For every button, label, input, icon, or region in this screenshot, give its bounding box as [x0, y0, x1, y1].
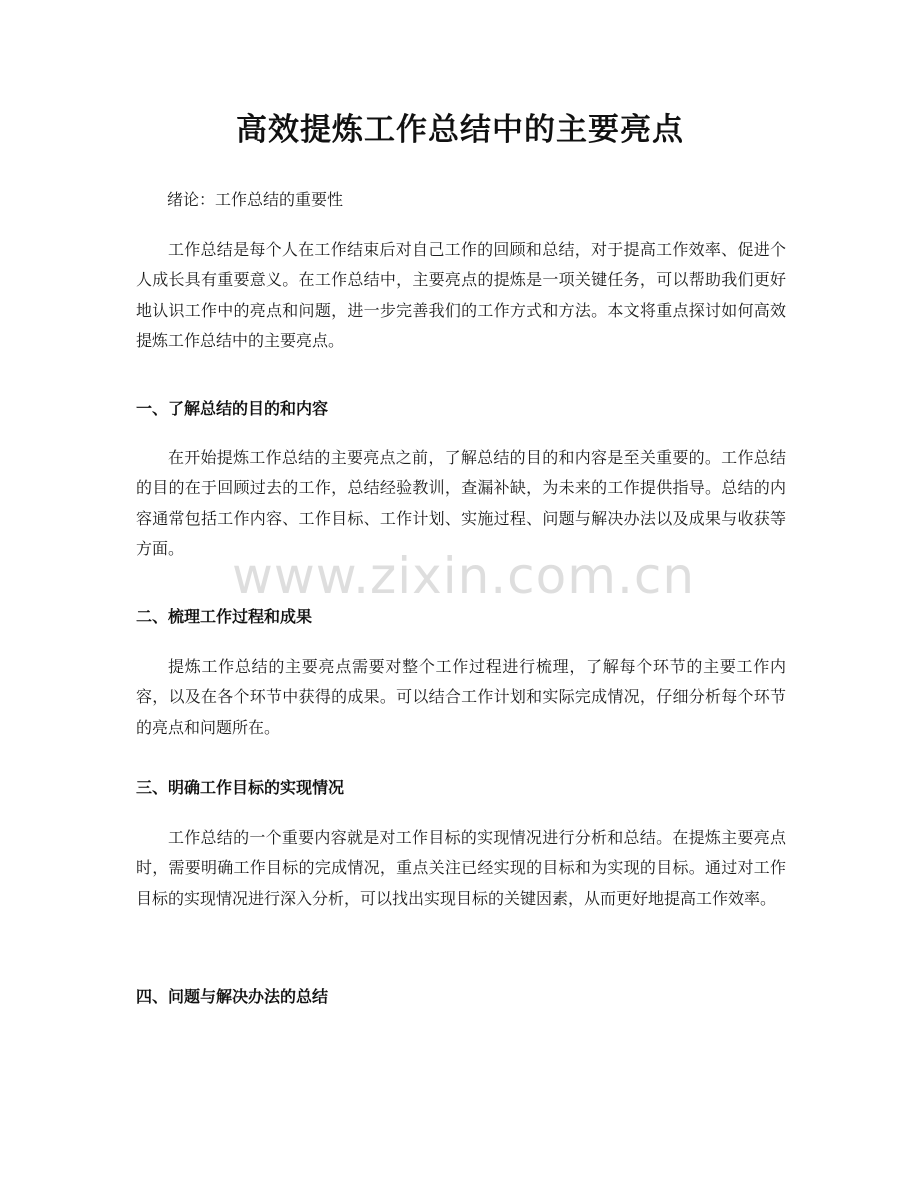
section-heading-2: 二、梳理工作过程和成果	[136, 607, 313, 626]
section-heading-1: 一、了解总结的目的和内容	[136, 399, 329, 418]
section-paragraph-3: 工作总结的一个重要内容就是对工作目标的实现情况进行分析和总结。在提炼主要亮点时，需要明确工作目标的完成情况，重点关注已经实现的目标和为实现的目标。通过对工作目标的实现情况进行深入分析，可以找出实现目标的关键因素，从而更好地提高工作效率。	[136, 828, 786, 908]
watermark-text: www.zixin.com.cn	[232, 547, 696, 605]
section-heading-4: 四、问题与解决办法的总结	[136, 987, 329, 1006]
section-paragraph-2: 提炼工作总结的主要亮点需要对整个工作过程进行梳理，了解每个环节的主要工作内容，以及在各个环节中获得的成果。可以结合工作计划和实际完成情况，仔细分析每个环节的亮点和问题所在。	[136, 657, 786, 737]
document-title: 高效提炼工作总结中的主要亮点	[236, 112, 684, 148]
section-heading-3: 三、明确工作目标的实现情况	[136, 778, 345, 797]
intro-paragraph: 工作总结是每个人在工作结束后对自己工作的回顾和总结，对于提高工作效率、促进个人成长具有重要意义。在工作总结中，主要亮点的提炼是一项关键任务，可以帮助我们更好地认识工作中的亮点和问题，进一步完善我们的工作方式和方法。本文将重点探讨如何高效提炼工作总结中的主要亮点。	[136, 240, 786, 350]
section-paragraph-1: 在开始提炼工作总结的主要亮点之前，了解总结的目的和内容是至关重要的。工作总结的目的在于回顾过去的工作，总结经验教训，查漏补缺，为未来的工作提供指导。总结的内容通常包括工作内容、工作目标、工作计划、实施过程、问题与解决办法以及成果与收获等方面。	[136, 448, 786, 558]
intro-label: 绪论：工作总结的重要性	[167, 190, 344, 209]
